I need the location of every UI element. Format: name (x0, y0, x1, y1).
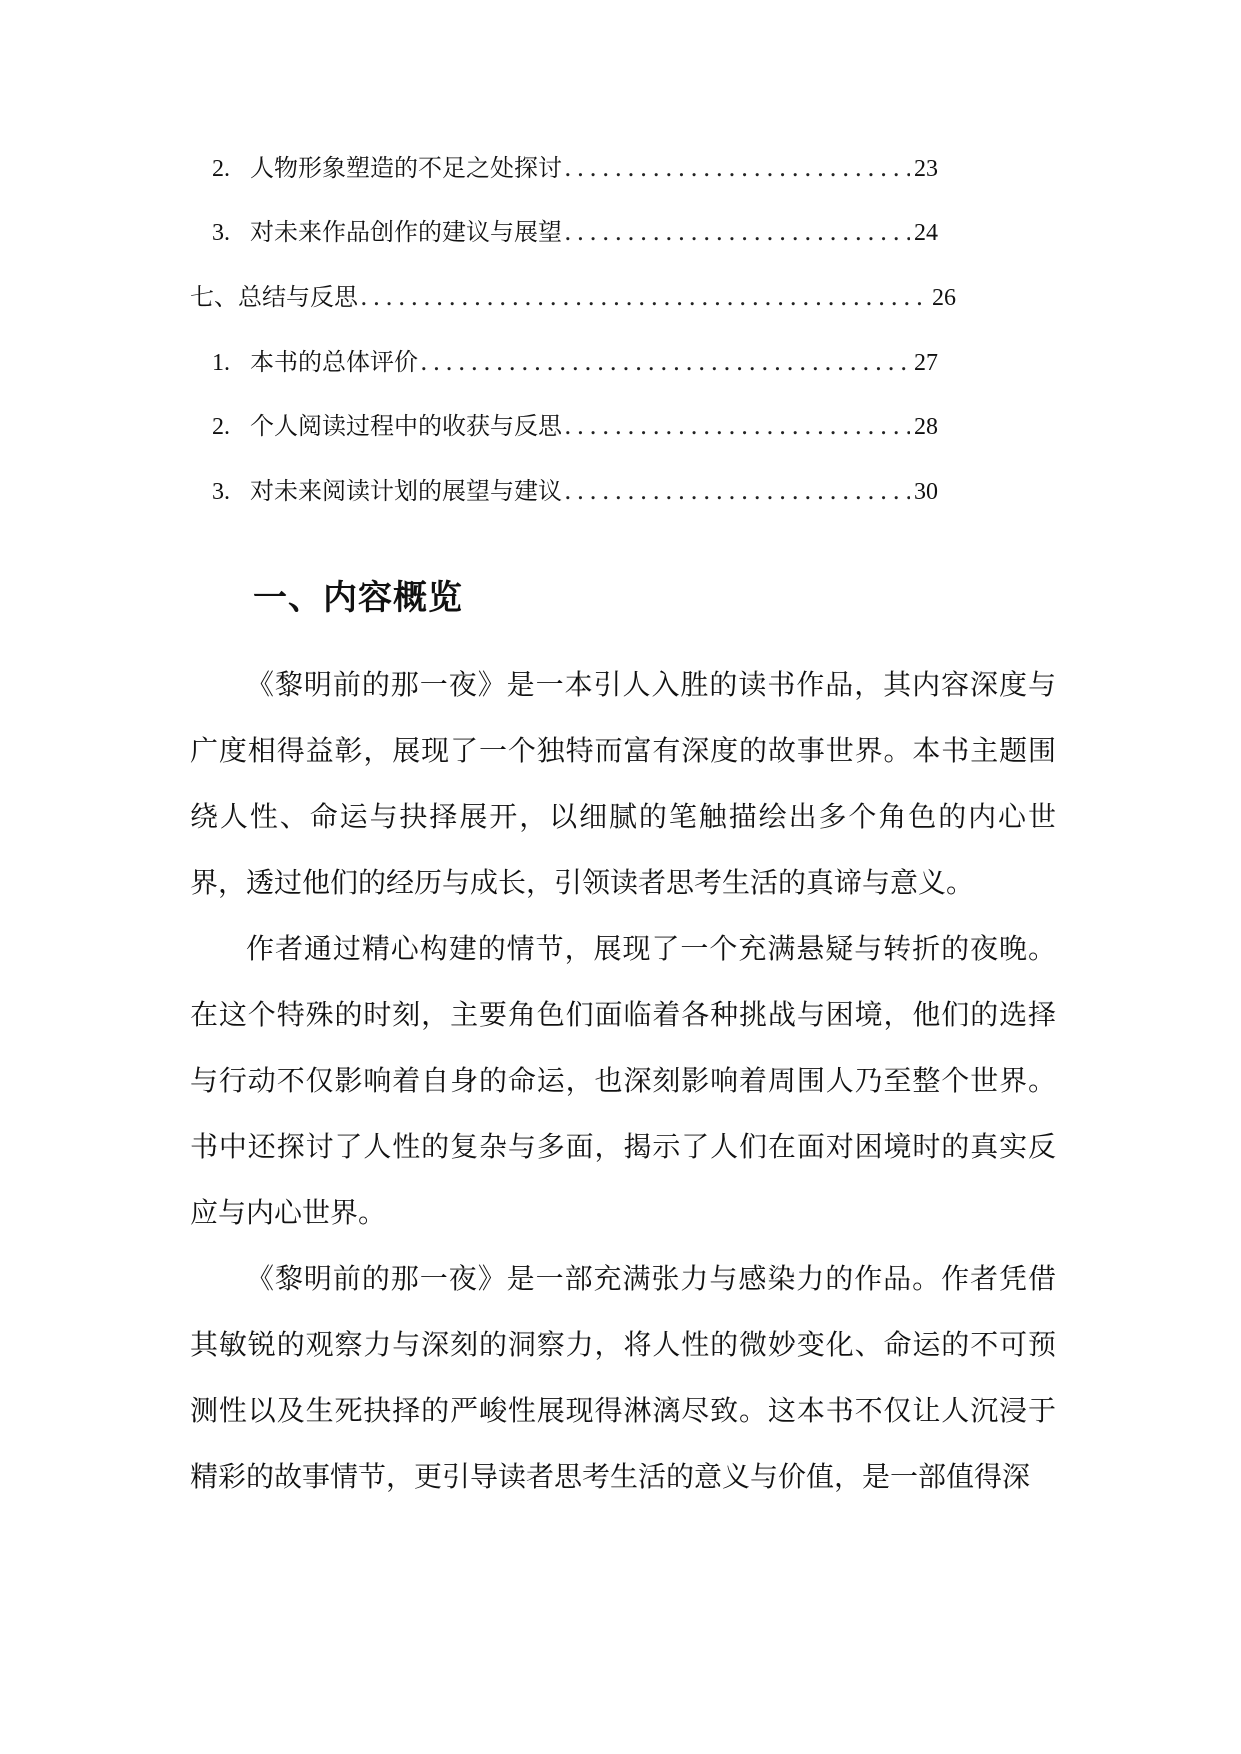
body-paragraph: 作者通过精心构建的情节，展现了一个充满悬疑与转折的夜晚。在这个特殊的时刻，主要角色们面临着各种挑战与困境，他们的选择与行动不仅影响着自身的命运，也深刻影响着周围人乃至整个世界。书中还探讨了人性的复杂与多面，揭示了人们在面对困境时的真实反应与内心世界。 (190, 932, 1056, 1229)
toc-entry[interactable] (212, 471, 938, 511)
toc-entry-title: 七、总结与反思 (190, 283, 358, 311)
toc-dot-leader (564, 148, 910, 188)
toc-entry-page: 30 (914, 479, 938, 505)
section-heading: 一、内容概览 (253, 578, 463, 618)
toc-entry-page: 28 (914, 414, 938, 440)
toc-entry-page: 23 (914, 156, 938, 182)
toc-dot-leader (360, 277, 928, 317)
toc-entry[interactable] (212, 148, 938, 188)
toc-entry-title: 对未来阅读计划的展望与建议 (250, 477, 562, 505)
toc-entry[interactable] (212, 342, 938, 382)
toc-entry-number: 1. (212, 350, 230, 376)
toc-entry-title: 个人阅读过程中的收获与反思 (250, 412, 562, 440)
toc-entry-page: 27 (914, 350, 938, 376)
body-paragraph: 《黎明前的那一夜》是一本引人入胜的读书作品，其内容深度与广度相得益彰，展现了一个独特而富有深度的故事世界。本书主题围绕人性、命运与抉择展开，以细腻的笔触描绘出多个角色的内心世界，透过他们的经历与成长，引领读者思考生活的真谛与意义。 (190, 668, 1056, 899)
toc-entry[interactable] (212, 212, 938, 252)
section-body (190, 652, 1056, 1510)
toc-entry-title: 对未来作品创作的建议与展望 (250, 218, 562, 246)
toc-dot-leader (420, 342, 910, 382)
toc-entry-number: 2. (212, 156, 230, 182)
toc-entry[interactable] (212, 406, 938, 446)
toc-entry-title: 人物形象塑造的不足之处探讨 (250, 154, 562, 182)
toc-entry-page: 24 (914, 220, 938, 246)
body-paragraph: 《黎明前的那一夜》是一部充满张力与感染力的作品。作者凭借其敏锐的观察力与深刻的洞察力，将人性的微妙变化、命运的不可预测性以及生死抉择的严峻性展现得淋漓尽致。这本书不仅让人沉浸于精彩的故事情节，更引导读者思考生活的意义与价值，是一部值得深 (190, 1262, 1056, 1493)
toc-entry[interactable] (190, 277, 956, 317)
toc-entry-number: 3. (212, 220, 230, 246)
toc-dot-leader (564, 406, 910, 446)
toc-entry-page: 26 (932, 285, 956, 311)
toc-entry-title: 本书的总体评价 (250, 348, 418, 376)
toc-dot-leader (564, 212, 910, 252)
toc-dot-leader (564, 471, 910, 511)
toc-entry-number: 2. (212, 414, 230, 440)
toc-entry-number: 3. (212, 479, 230, 505)
